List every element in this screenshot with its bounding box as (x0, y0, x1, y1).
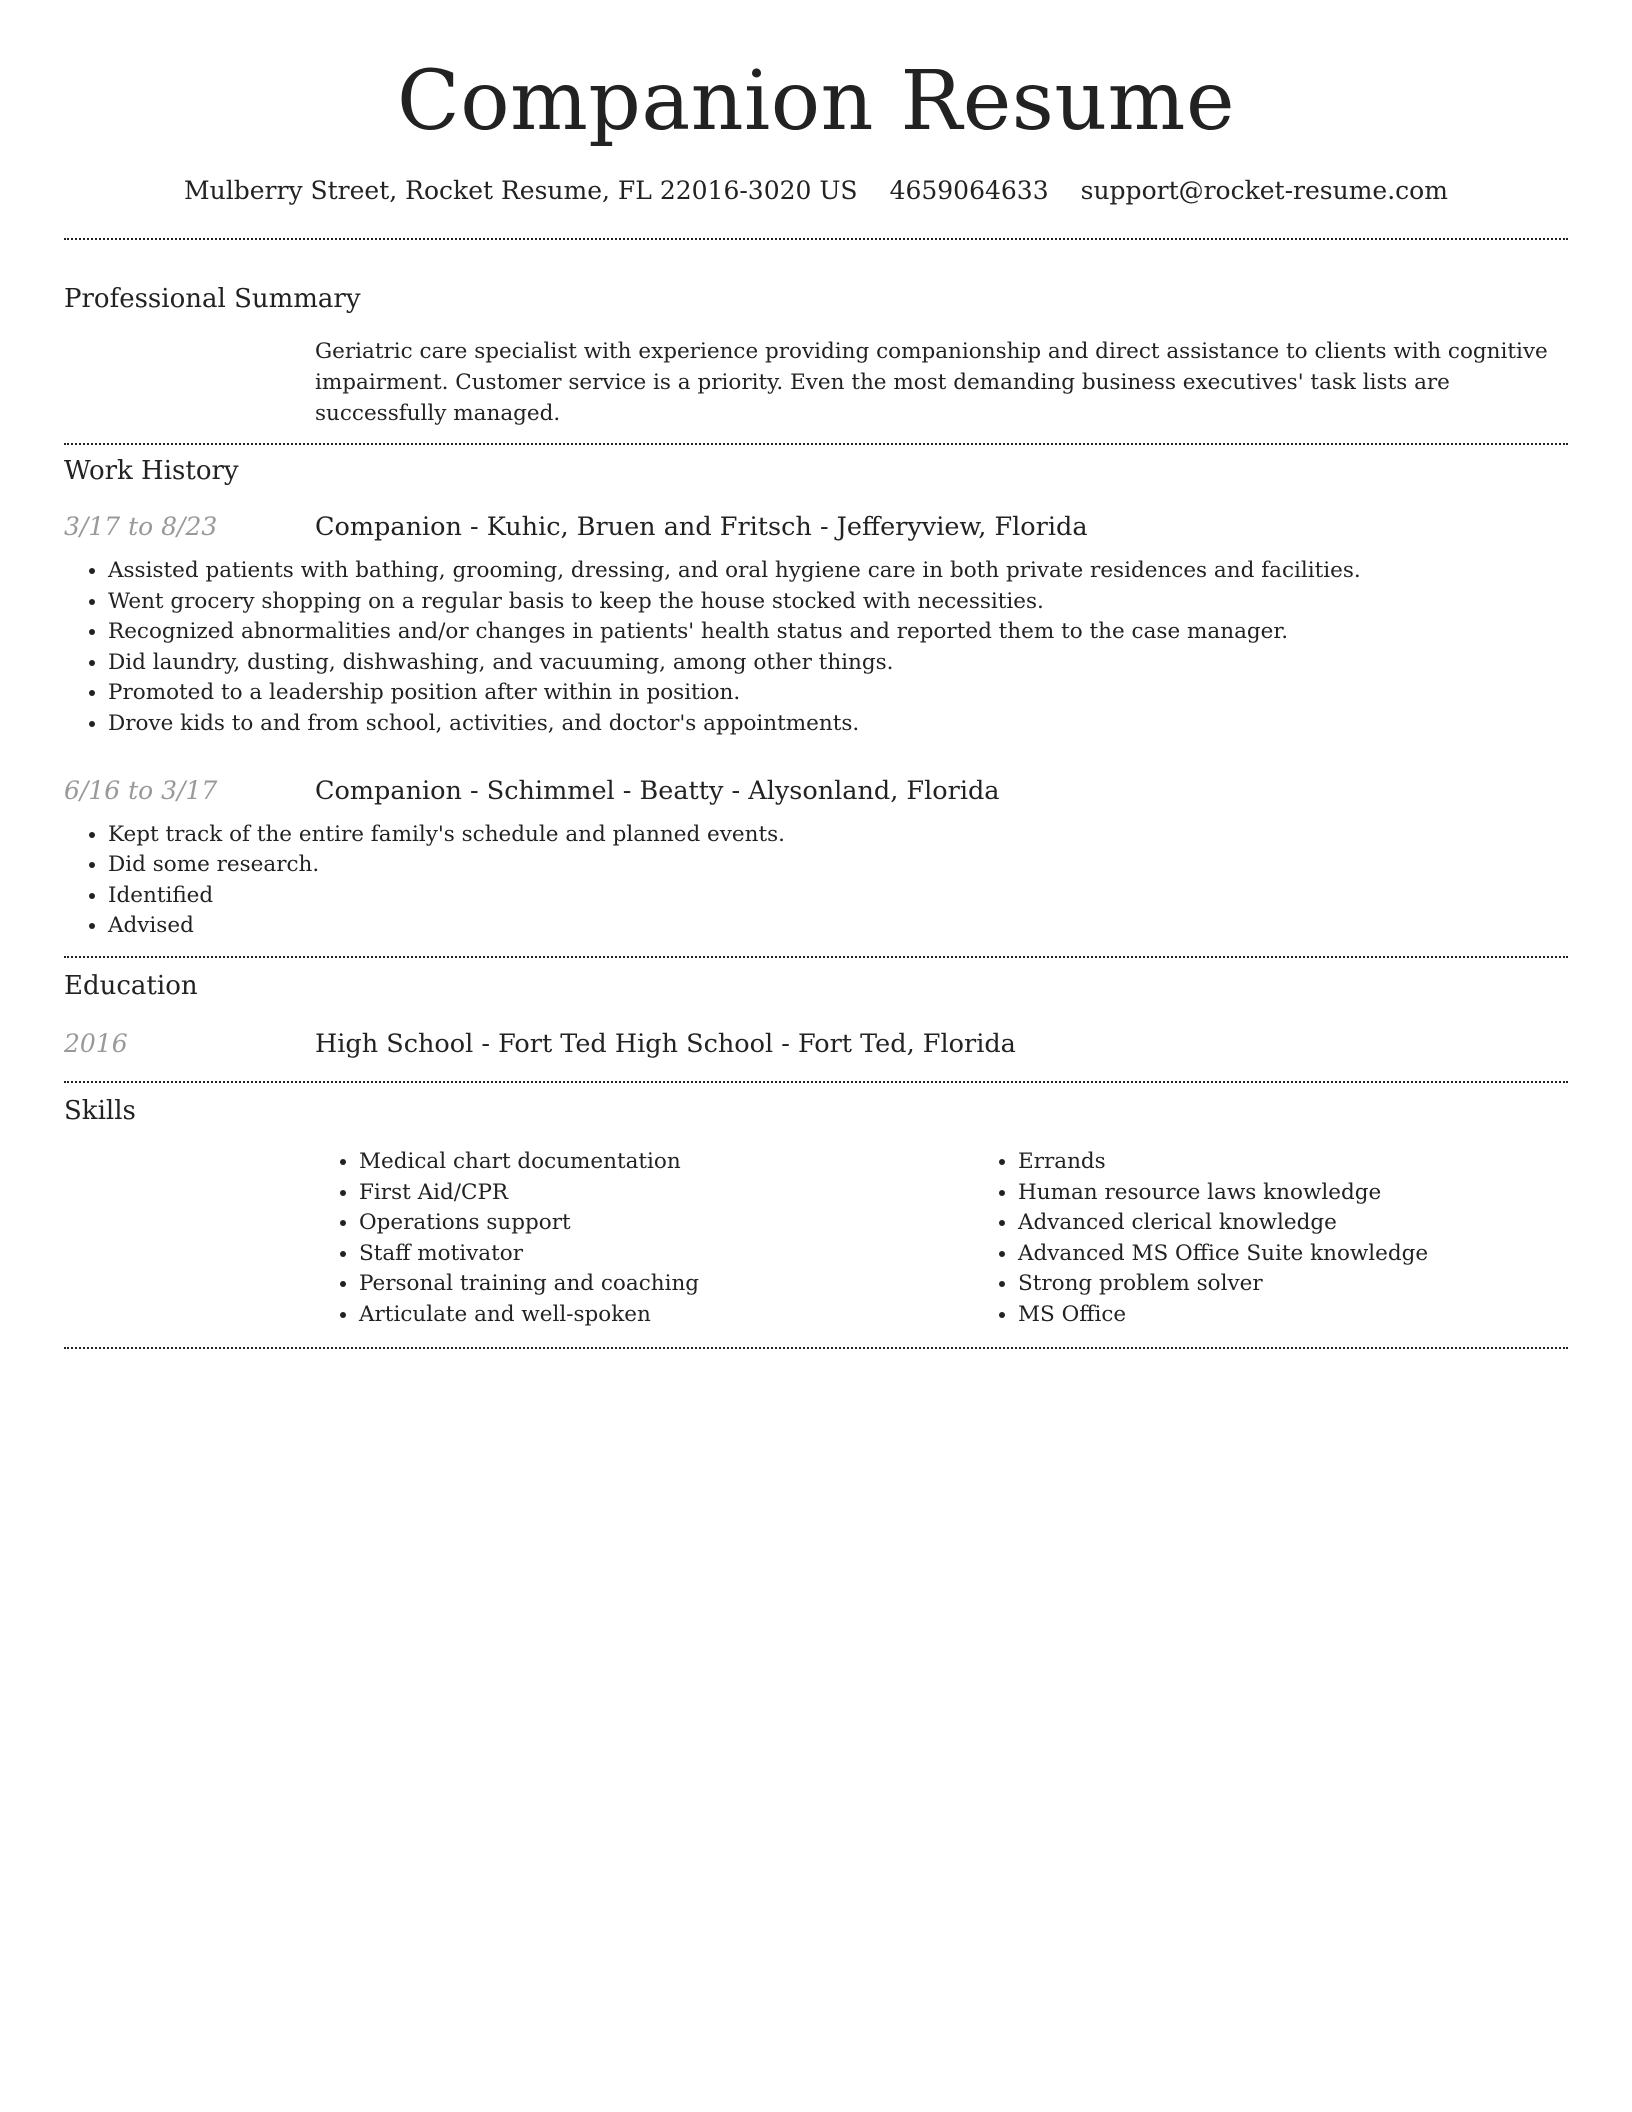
job-bullet: • Identified (108, 881, 1568, 912)
skill-item: • MS Office (1018, 1300, 1428, 1331)
contact-address: Mulberry Street, Rocket Resume, FL 22016-3020 US (184, 176, 858, 205)
job-bullet: • Advised (108, 911, 1568, 942)
work-history-section (64, 454, 1568, 942)
skill-item: • Advanced MS Office Suite knowledge (1018, 1239, 1428, 1270)
job-heading: Companion - Schimmel - Beatty - Alysonland, Florida (315, 775, 1000, 806)
job-bullets (64, 556, 1568, 740)
job-header (64, 774, 1568, 808)
job-bullet: • Did some research. (108, 850, 1568, 881)
section-divider (64, 956, 1568, 958)
section-divider (64, 443, 1568, 445)
job-dates: 3/17 to 8/23 (64, 512, 218, 541)
skills-title: Skills (64, 1095, 136, 1126)
summary-text: Geriatric care specialist with experience providing companionship and direct assistance to clients with cognitive impairment. Customer service is a priority. Even the most demanding business executives' task lists are successfully managed. (315, 339, 1548, 426)
job-header (64, 510, 1568, 544)
resume-name: Companion Resume (397, 54, 1235, 149)
skills-list-left (315, 1147, 974, 1331)
skill-item: • Advanced clerical knowledge (1018, 1208, 1428, 1239)
section-divider (64, 1347, 1568, 1349)
job-bullet: • Kept track of the entire family's schedule and planned events. (108, 820, 1568, 851)
education-year: 2016 (64, 1028, 128, 1058)
summary-section (64, 282, 1568, 429)
skill-item: • First Aid/CPR (359, 1178, 974, 1209)
skill-item: • Articulate and well-spoken (359, 1300, 974, 1331)
section-divider (64, 238, 1568, 240)
job-bullet: • Drove kids to and from school, activities, and doctor's appointments. (108, 709, 1568, 740)
contact-email: support@rocket-resume.com (1080, 176, 1448, 205)
job-bullet: • Recognized abnormalities and/or changes in patients' health status and reported them to the case manager. (108, 617, 1568, 648)
job-bullet: • Went grocery shopping on a regular basis to keep the house stocked with necessities. (108, 587, 1568, 618)
work-history-title: Work History (64, 456, 239, 486)
job-heading: Companion - Kuhic, Bruen and Fritsch - Jefferyview, Florida (315, 512, 1088, 542)
job-bullet: • Promoted to a leadership position after within in position. (108, 678, 1568, 709)
skill-item: • Operations support (359, 1208, 974, 1239)
contact-phone: 4659064633 (889, 176, 1049, 205)
skill-item: • Errands (1018, 1147, 1428, 1178)
job-dates: 6/16 to 3/17 (64, 775, 218, 805)
skills-section (64, 1094, 1568, 1331)
job-entry (64, 510, 1568, 740)
job-bullet: • Assisted patients with bathing, grooming, dressing, and oral hygiene care in both private residences and facilities. (108, 556, 1568, 587)
education-entry (64, 1027, 1568, 1061)
job-entry (64, 774, 1568, 942)
skill-item: • Human resource laws knowledge (1018, 1178, 1428, 1209)
contact-line (64, 174, 1568, 208)
skills-grid (315, 1147, 1568, 1331)
education-section (64, 969, 1568, 1061)
resume-header (64, 0, 1568, 208)
education-heading: High School - Fort Ted High School - Fort Ted, Florida (315, 1028, 1016, 1059)
skill-item: • Medical chart documentation (359, 1147, 974, 1178)
skill-item: • Staff motivator (359, 1239, 974, 1270)
section-divider (64, 1081, 1568, 1083)
skill-item: • Strong problem solver (1018, 1269, 1428, 1300)
job-bullets (64, 820, 1568, 942)
job-bullet: • Did laundry, dusting, dishwashing, and vacuuming, among other things. (108, 648, 1568, 679)
skills-list-right (974, 1147, 1428, 1331)
summary-title: Professional Summary (64, 284, 361, 314)
education-title: Education (64, 970, 198, 1001)
skill-item: • Personal training and coaching (359, 1269, 974, 1300)
